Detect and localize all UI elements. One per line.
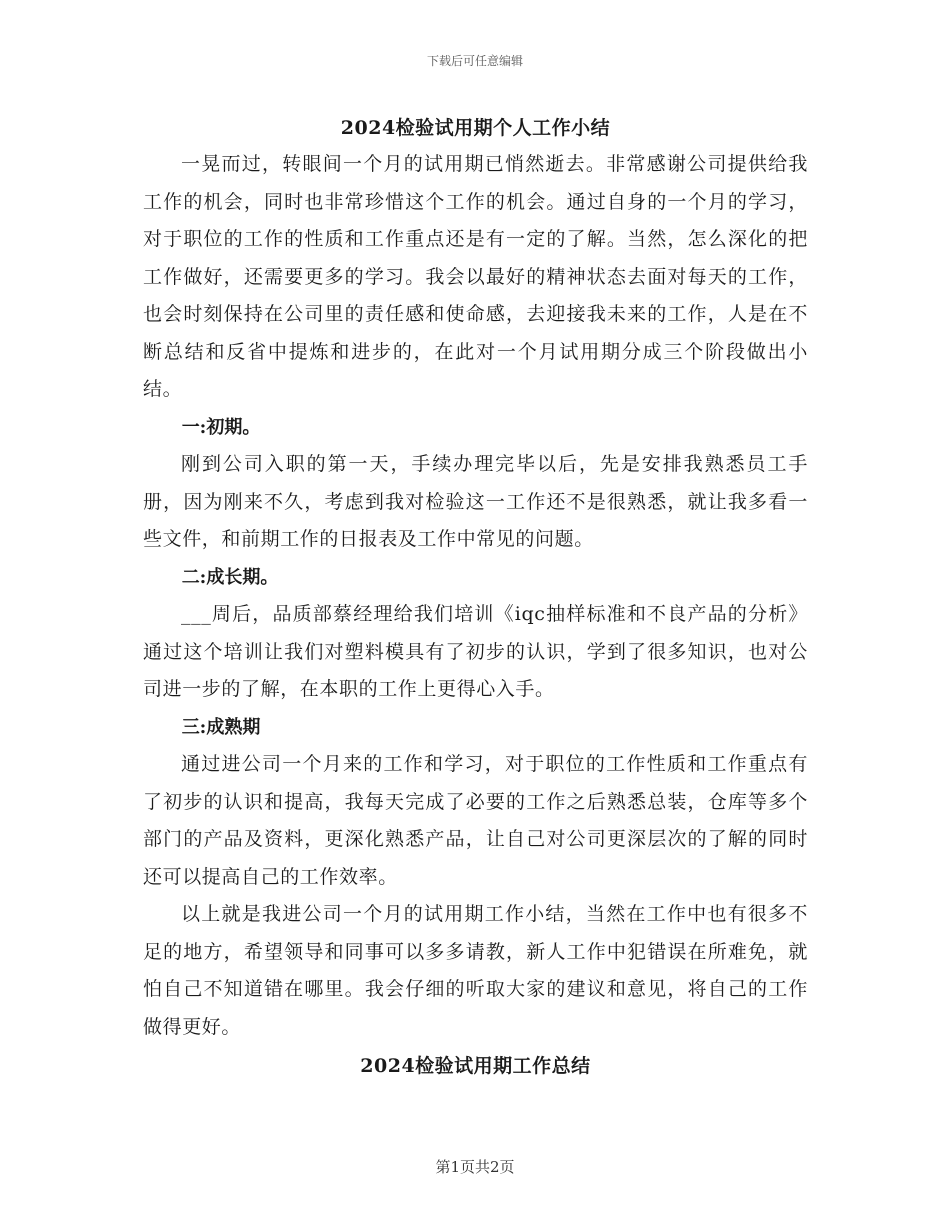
second-document-title: 2024检验试用期工作总结 [360, 1055, 591, 1077]
intro-paragraph: 一晃而过，转眼间一个月的试用期已悄然逝去。非常感谢公司提供给我工作的机会，同时也非常珍惜这个工作的机会。通过自身的一个月的学习，对于职位的工作的性质和工作重点还是有一定的了解。当然，怎么深化的把工作做好，还需要更多的学习。我会以最好的精神状态去面对每天的工作，也会时刻保持在公司里的责任感和使命感，去迎接我未来的工作，人是在不断总结和反省中提炼和进步的，在此对一个月试用期分成三个阶段做出小结。 [143, 153, 808, 400]
section-text-initial: 刚到公司入职的第一天，手续办理完毕以后，先是安排我熟悉员工手册，因为刚来不久，考虑到我对检验这一工作还不是很熟悉，就让我多看一些文件，和前期工作的日报表及工作中常见的问题。 [143, 453, 808, 550]
page-number: 第1页共2页 [435, 1158, 515, 1176]
section-text-mature: 通过进公司一个月来的工作和学习，对于职位的工作性质和工作重点有了初步的认识和提高，我每天完成了必要的工作之后熟悉总装，仓库等多个部门的产品及资料，更深化熟悉产品，让自己对公司更深层次的了解的同时还可以提高自己的工作效率。 [143, 753, 808, 888]
section-heading-mature: 三:成熟期 [181, 716, 261, 738]
section-text-growth: ___周后，品质部蔡经理给我们培训《iqc抽样标准和不良产品的分析》通过这个培训让我们对塑料模具有了初步的认识，学到了很多知识，也对公司进一步的了解，在本职的工作上更得心入手。 [143, 603, 808, 700]
closing-paragraph: 以上就是我进公司一个月的试用期工作小结，当然在工作中也有很多不足的地方，希望领导和同事可以多多请教，新人工作中犯错误在所难免，就怕自己不知道错在哪里。我会仔细的听取大家的建议和意见，将自己的工作做得更好。 [143, 903, 808, 1038]
document-body [143, 112, 808, 1086]
section-heading-growth: 二:成长期。 [181, 566, 279, 588]
section-heading-initial: 一:初期。 [181, 416, 261, 438]
header-note: 下载后可任意编辑 [426, 54, 523, 68]
document-title: 2024检验试用期个人工作小结 [340, 117, 611, 139]
